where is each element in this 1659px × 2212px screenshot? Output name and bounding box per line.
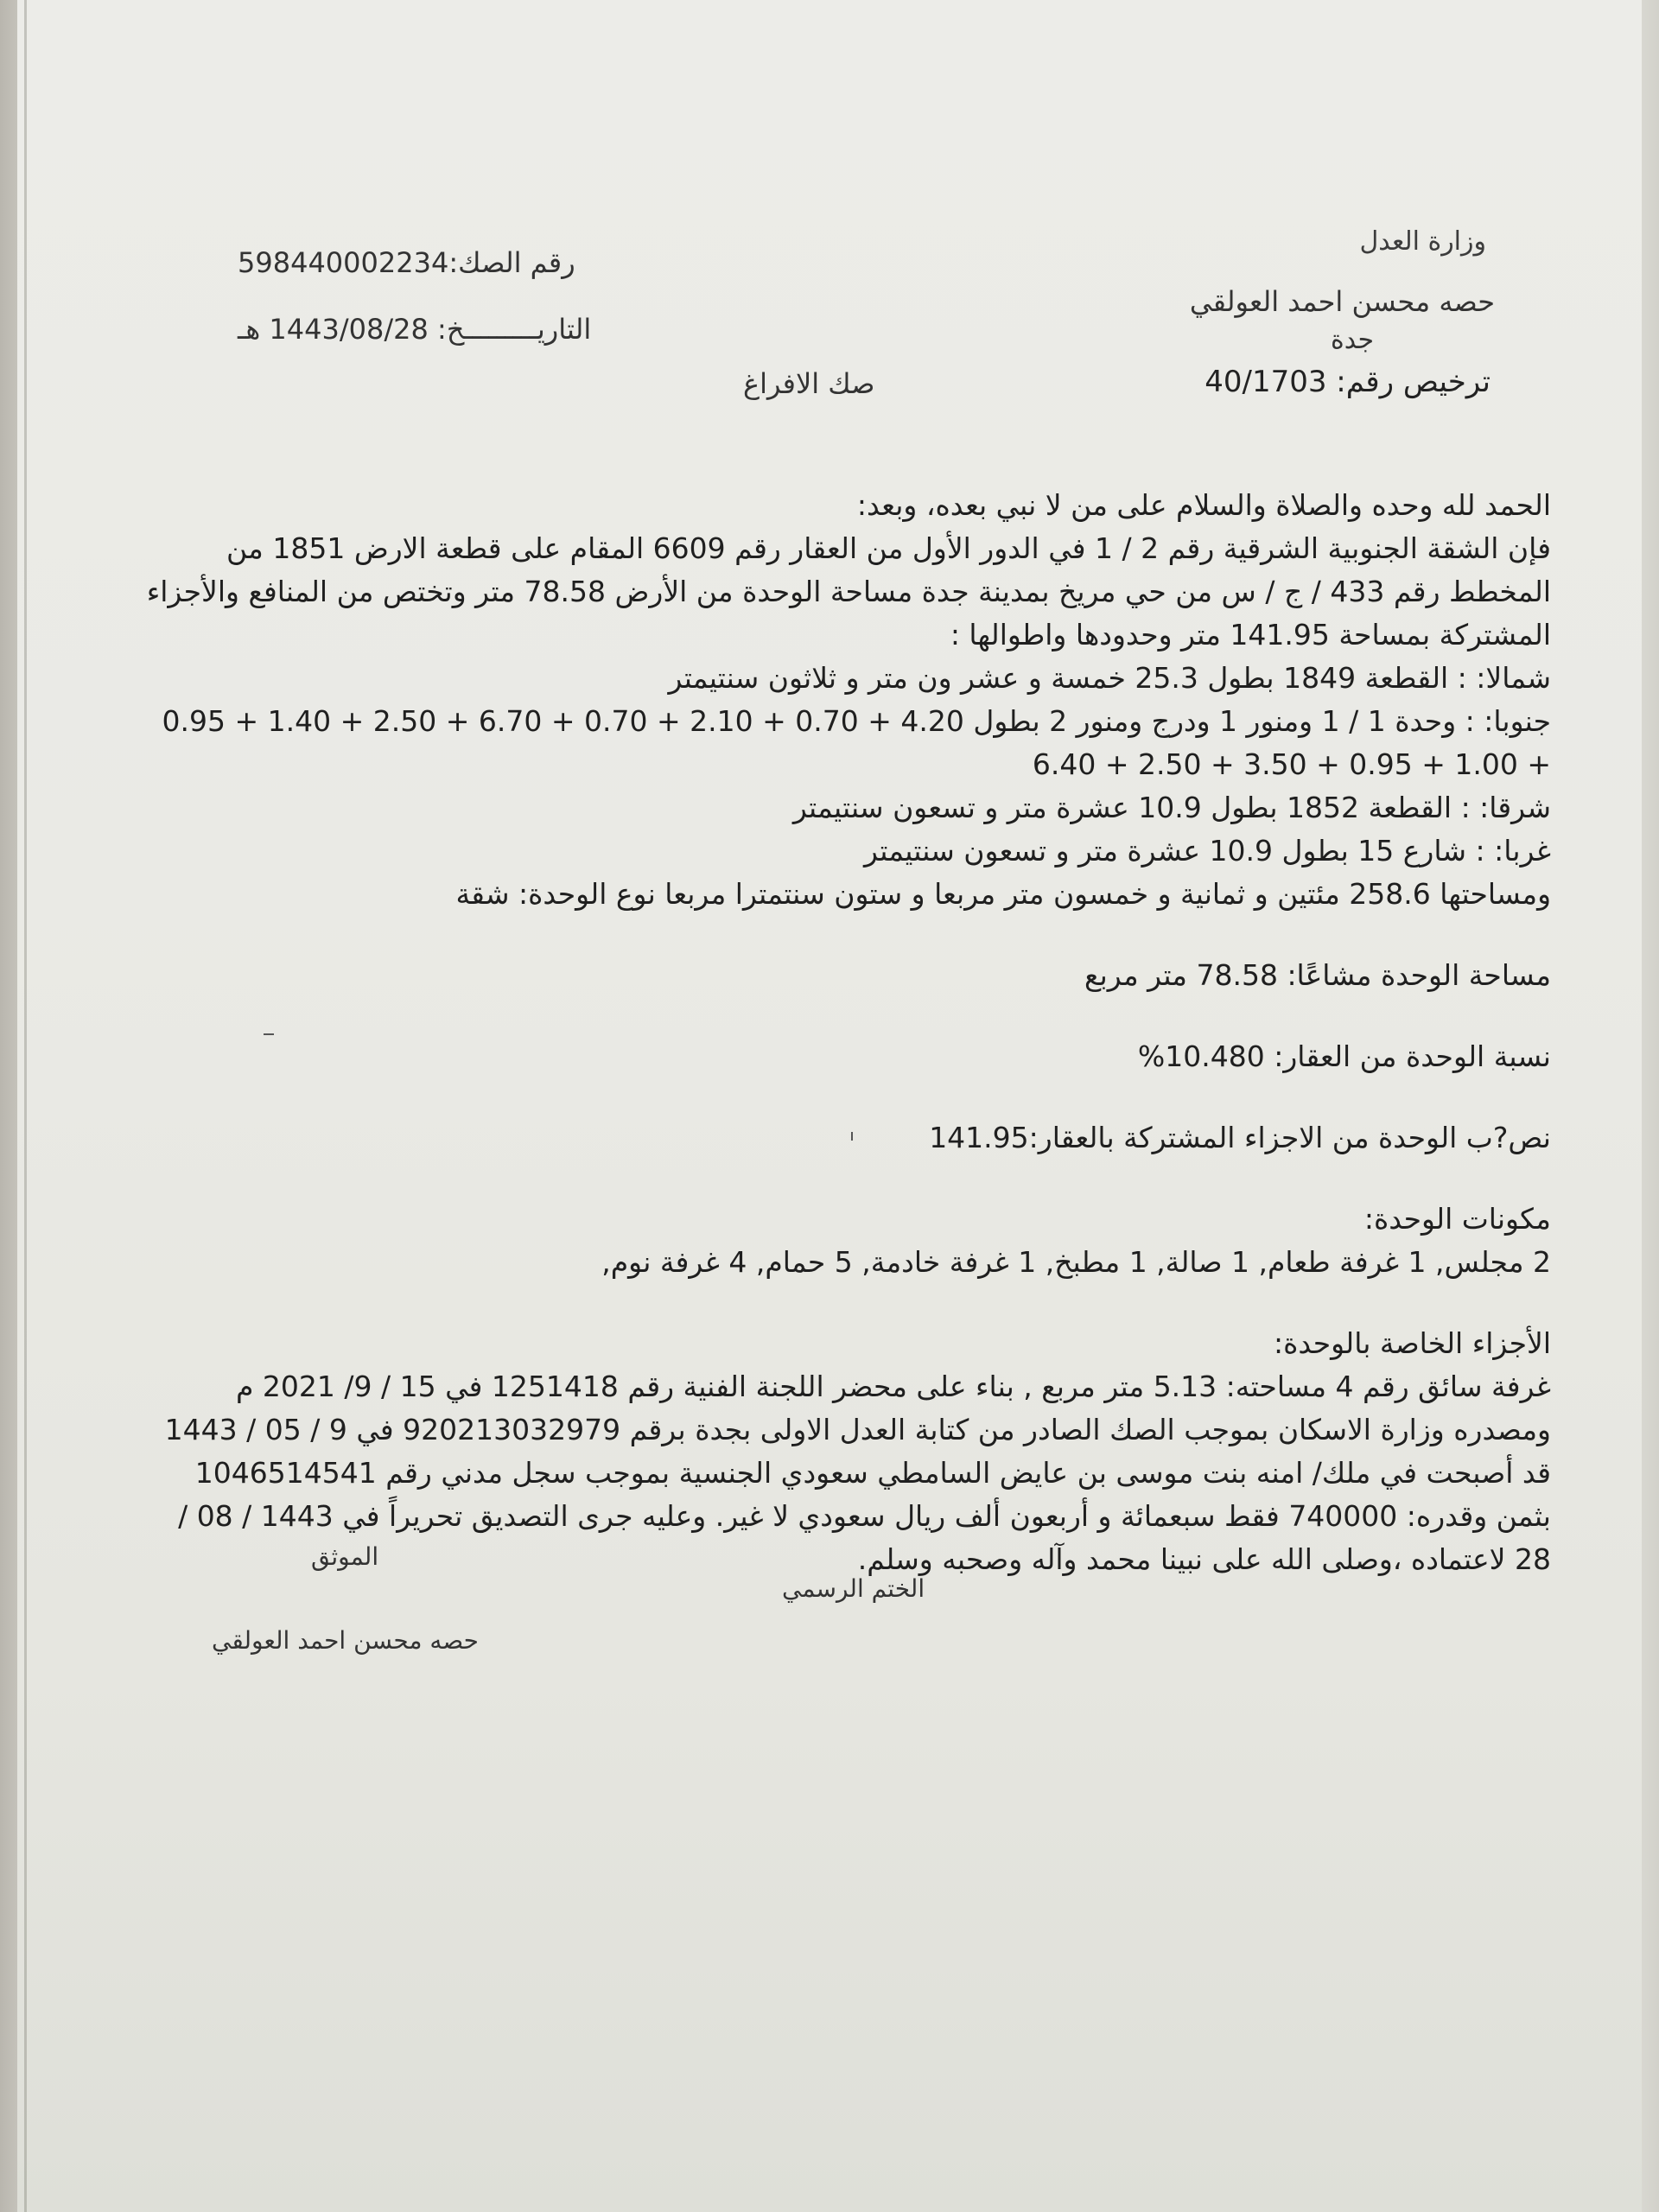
scan-speck [264, 1033, 274, 1035]
unit-area: مساحة الوحدة مشاعًا: 78.58 متر مربع [1084, 958, 1551, 992]
private-parts-text: غرفة سائق رقم 4 مساحته: 5.13 متر مربع , بناء على محضر اللجنة الفنية رقم 1251418 في 15 / 9/ 2021 م ومصدره وزارة الاسكان بموجب الصك الصادر من كتابة العدل الاولى بجدة برقم 920213032979 في 9 / 05 / 1443 قد أصبحت في ملك/ امنه بنت موسى بن عايض السامطي سعودي الجنسية بموجب سجل مدني رقم 1046514541 بثمن وقدره: 740000 فقط سبعمائة و أربعون ألف ريال سعودي لا غير. وعليه جرى التصديق تحريراً في 1443 / 08 / 28 لاعتماده ،وصلى الله على نبينا محمد وآله وصحبه وسلم. [164, 1370, 1551, 1576]
boundary-west: غربا: : شارع 15 بطول 10.9 عشرة متر و تسعون سنتيمتر [864, 834, 1551, 868]
unit-ratio: نسبة الوحدة من العقار: 10.480% [1137, 1039, 1551, 1073]
boundary-south: جنوبا: : وحدة 1 / 1 ومنور 1 ودرج ومنور 2 بطول 4.20 + 0.70 + 2.10 + 0.70 + 6.70 + 2.50 + 1.40 + 0.95 + 1.00 + 0.95 + 3.50 + 2.50 + 6.40 [162, 704, 1551, 781]
official-seal-label: الختم الرسمي [782, 1574, 925, 1603]
deed-number: رقم الصك:598440002234 [238, 246, 575, 279]
private-parts-title: الأجزاء الخاصة بالوحدة: [1273, 1326, 1551, 1360]
scan-speck [851, 1132, 853, 1141]
boundary-east: شرقا: : القطعة 1852 بطول 10.9 عشرة متر و تسعون سنتيمتر [792, 791, 1551, 824]
total-area: ومساحتها 258.6 مئتين و ثمانية و خمسون متر مربعا و ستون سنتمترا مربعا نوع الوحدة: شقة [455, 877, 1551, 911]
signature-notary-name: حصه محسن احمد العولقي [212, 1626, 479, 1655]
license-number: ترخيص رقم: 40/1703 [1205, 365, 1491, 399]
opening-line: الحمد لله وحده والصلاة والسلام على من لا نبي بعده، وبعد: [856, 488, 1551, 522]
page-edge-shadow [24, 0, 27, 2212]
common-share: نص?ب الوحدة من الاجزاء المشتركة بالعقار:141.95 [929, 1121, 1551, 1154]
notary-label: الموثق [311, 1542, 379, 1571]
deed-title: صك الافراغ [743, 367, 875, 400]
header-city: جدة [1330, 325, 1374, 355]
property-description: فإن الشقة الجنوبية الشرقية رقم 2 / 1 في الدور الأول من العقار رقم 6609 المقام على قطعة الارض 1851 من المخطط رقم 433 / ج / س من حي مريخ بمدينة جدة مساحة الوحدة من الأرض 78.58 متر وتختص من المنافع والأجزاء المشتركة بمساحة 141.95 متر وحدودها واطوالها : [146, 531, 1551, 652]
deed-body [134, 484, 1551, 1581]
boundary-north: شمالا: : القطعة 1849 بطول 25.3 خمسة و عشر ون متر و ثلاثون سنتيمتر [668, 661, 1551, 695]
deed-date: التاريـــــــــخ: 1443/08/28 هـ [238, 313, 592, 346]
components-list: 2 مجلس, 1 غرفة طعام, 1 صالة, 1 مطبخ, 1 غرفة خادمة, 5 حمام, 4 غرفة نوم, [601, 1245, 1551, 1279]
header-notary-name: حصه محسن احمد العولقي [1189, 285, 1495, 318]
ministry-name: وزارة العدل [1359, 226, 1486, 257]
components-title: مكونات الوحدة: [1363, 1202, 1551, 1236]
